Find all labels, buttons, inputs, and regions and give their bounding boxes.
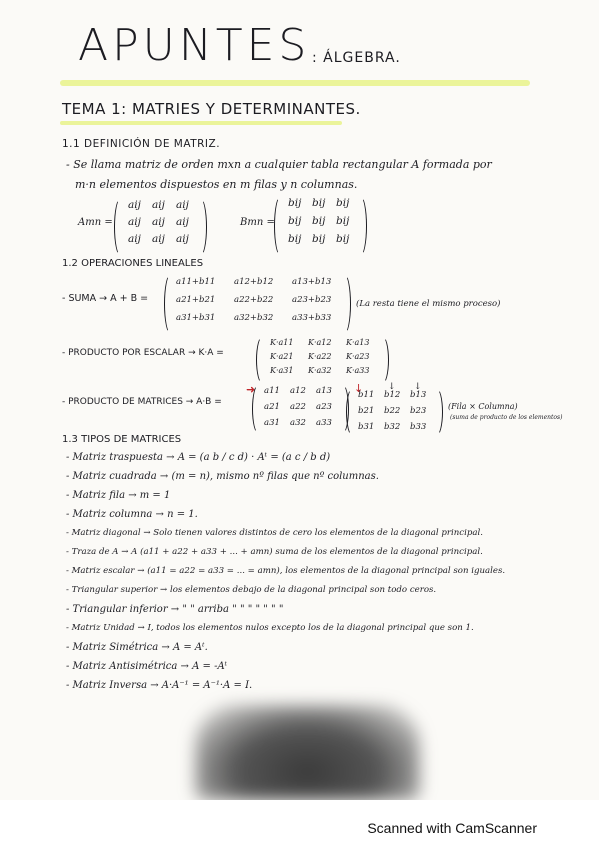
list-item: - Triangular inferior → " " arriba " " " " " " " [66,604,284,615]
matrix-cell: bij [336,233,350,245]
matrix-cell: K·a33 [346,366,370,375]
matrix-cell: K·a31 [270,366,294,375]
matrix-cell: b23 [410,406,427,416]
section-1-2-heading: 1.2 OPERACIONES LINEALES [62,258,204,269]
matrix-cell: bij [312,215,326,227]
suma-note: (La resta tiene el mismo proceso) [356,299,501,309]
matrix-cell: a31 [264,418,280,428]
matrix-cell: a12+b12 [234,277,274,287]
matrix-cell: aij [176,199,189,211]
matrix-cell: b21 [358,406,375,416]
suma-right-bracket [338,274,351,334]
matrix-cell: a32 [290,418,306,428]
list-item: - Matriz Unidad → I, todos los elementos nulos excepto los de la diagonal principal que son 1. [66,623,474,633]
list-item: - Matriz escalar → (a11 = a22 = a33 = ... = amn), los elementos de la diagonal principal son iguales. [66,566,506,576]
matrix-cell: b32 [384,422,401,432]
bmn-label: Bmn = [240,217,275,228]
matrix-cell: a11 [264,386,280,396]
list-item: - Matriz cuadrada → (m = n), mismo nº filas que nº columnas. [66,471,379,482]
list-item: - Matriz Simétrica → A = Aᵗ. [66,642,208,653]
matrix-cell: a22+b22 [234,295,274,305]
matrix-cell: b33 [410,422,427,432]
matrix-cell: K·a23 [346,352,370,361]
matrix-cell: bij [288,197,302,209]
escalar-right-bracket [376,336,389,384]
red-arrow-row-icon: ➜ [246,383,256,396]
matrix-cell: b12 [384,390,401,400]
matrix-cell: K·a11 [270,338,294,347]
black-arrow-column-icon: ↓ [388,382,396,392]
list-item: - Triangular superior → los elementos debajo de la diagonal principal son todo ceros. [66,585,437,595]
matrix-cell: a21 [264,402,280,412]
matrix-cell: aij [128,216,141,228]
b-right-bracket [430,388,443,436]
matrix-cell: aij [152,233,165,245]
bmn-right-bracket [354,196,367,256]
page-title: APUNTES [78,20,311,71]
matrix-cell: bij [288,233,302,245]
matrix-cell: aij [152,199,165,211]
amn-left-bracket [114,198,127,256]
matrix-cell: K·a12 [308,338,332,347]
matrix-cell: aij [176,216,189,228]
amn-label: Amn = [78,217,113,228]
escalar-label: - PRODUCTO POR ESCALAR → K·A = [62,348,224,358]
matrix-cell: a23 [316,402,332,412]
matrix-cell: aij [152,216,165,228]
matrix-cell: a12 [290,386,306,396]
list-item: - Matriz traspuesta → A = (a b / c d) · Aᵗ = (a c / b d) [66,452,331,463]
matrix-cell: b31 [358,422,375,432]
matrix-cell: K·a13 [346,338,370,347]
definition-line-1: - Se llama matriz de orden mxn a cualquier tabla rectangular A formada por [66,158,492,171]
matrix-cell: bij [336,215,350,227]
matrices-note-1: (Fila × Columna) [448,402,518,411]
escalar-left-bracket [256,336,269,384]
amn-right-bracket [194,198,207,256]
tema-highlight [60,121,342,125]
section-1-3-heading: 1.3 TIPOS DE MATRICES [62,434,182,445]
section-1-1-heading: 1.1 DEFINICIÓN DE MATRIZ. [62,138,221,150]
matrix-cell: aij [128,199,141,211]
matrix-cell: a33+b33 [292,313,332,323]
page-subtitle: : ÁLGEBRA. [312,50,401,66]
camscanner-watermark: Scanned with CamScanner [367,820,537,836]
matrix-cell: a21+b21 [176,295,216,305]
matrix-cell: bij [312,233,326,245]
matrices-note-2: (suma de producto de los elementos) [450,414,563,421]
list-item: - Matriz fila → m = 1 [66,490,171,501]
matrix-cell: a22 [290,402,306,412]
list-item: - Matriz Antisimétrica → A = -Aᵗ [66,661,228,672]
matrix-cell: b22 [384,406,401,416]
matrix-cell: K·a21 [270,352,294,361]
matrix-cell: a31+b31 [176,313,216,323]
tema-title: TEMA 1: MATRIES Y DETERMINANTES. [62,100,361,118]
matrix-cell: a13 [316,386,332,396]
black-arrow-column-icon-2: ↓ [414,382,422,392]
matrix-cell: K·a22 [308,352,332,361]
list-item: - Traza de A → A (a11 + a22 + a33 + ... + amn) suma de los elementos de la diagonal principal. [66,547,483,557]
matrix-cell: K·a32 [308,366,332,375]
matrix-cell: aij [176,233,189,245]
matrix-cell: b13 [410,390,427,400]
definition-line-2: m·n elementos dispuestos en m filas y n columnas. [75,178,358,191]
list-item: - Matriz Inversa → A·A⁻¹ = A⁻¹·A = I. [66,680,253,691]
red-arrow-column-icon: ↓ [354,382,364,395]
matrix-cell: bij [312,197,326,209]
bmn-left-bracket [274,196,287,256]
title-highlight [60,80,530,86]
suma-label: - SUMA → A + B = [62,293,149,304]
matrix-cell: a13+b13 [292,277,332,287]
matrix-cell: a33 [316,418,332,428]
list-item: - Matriz diagonal → Solo tienen valores distintos de cero los elementos de la diagonal principal. [66,528,483,538]
matrix-cell: a23+b23 [292,295,332,305]
matrix-cell: aij [128,233,141,245]
list-item: - Matriz columna → n = 1. [66,509,198,520]
matrix-cell: bij [336,197,350,209]
matrix-cell: bij [288,215,302,227]
matrices-label: - PRODUCTO DE MATRICES → A·B = [62,397,222,407]
matrix-cell: b11 [358,390,375,400]
thumb-shadow [195,705,420,800]
matrix-cell: a32+b32 [234,313,274,323]
matrix-cell: a11+b11 [176,277,216,287]
